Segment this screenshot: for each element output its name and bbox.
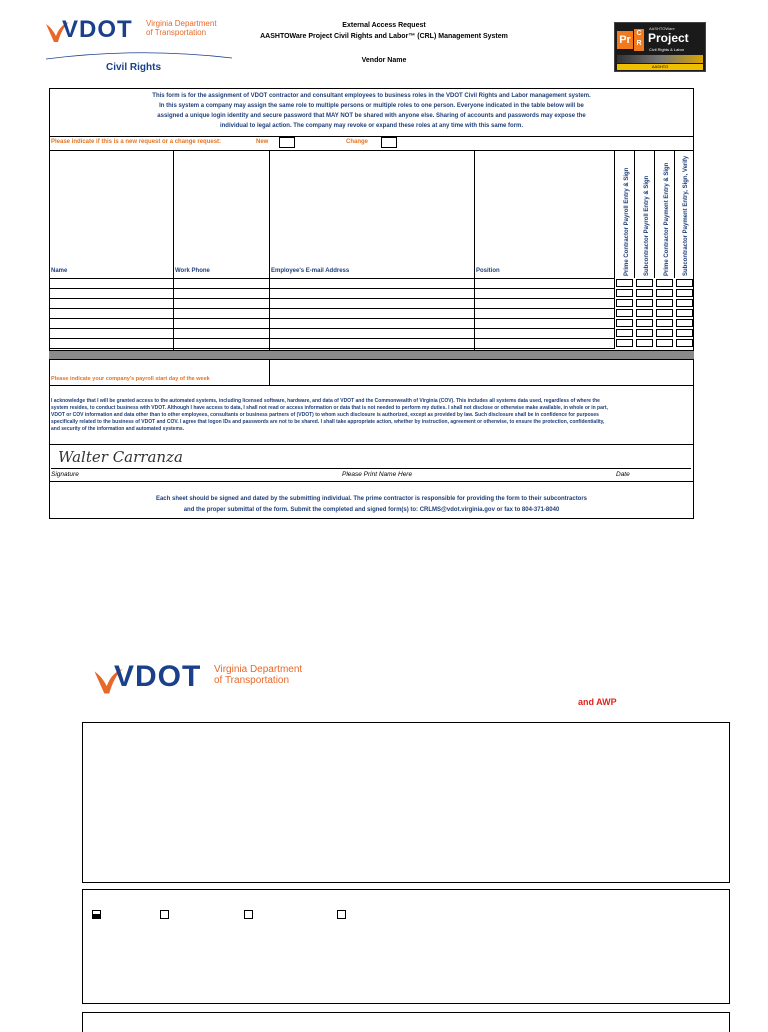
email-cell[interactable] xyxy=(270,319,475,329)
signature-row-top-border xyxy=(49,444,694,445)
new-request-label: New xyxy=(256,139,269,145)
col-header-position: Position xyxy=(476,268,500,274)
role-checkbox[interactable] xyxy=(616,319,633,327)
ack-line: and security of the information and automated systems. xyxy=(51,426,185,432)
role-checkbox[interactable] xyxy=(676,299,693,307)
position-cell[interactable] xyxy=(474,339,614,349)
table-row xyxy=(50,289,615,299)
phone-cell[interactable] xyxy=(174,289,270,299)
email-cell[interactable] xyxy=(270,329,475,339)
option-checkbox[interactable] xyxy=(244,910,253,919)
form2-box-middle xyxy=(82,889,730,1004)
vdot-logo xyxy=(44,16,234,76)
badge-sub-text: Civil Rights & Labor xyxy=(649,47,685,52)
badge-main-text: Project xyxy=(648,31,689,45)
role-checkbox-grid xyxy=(615,279,694,349)
phone-cell[interactable] xyxy=(174,329,270,339)
option-checkbox[interactable] xyxy=(337,910,346,919)
intro-line: In this system a company may assign the same role to multiple persons or multiple roles to one person. Everyone indicated in the table below will be xyxy=(159,103,584,109)
phone-cell[interactable] xyxy=(174,299,270,309)
phone-cell[interactable] xyxy=(174,309,270,319)
form2-box-bottom xyxy=(82,1012,730,1032)
red-note-text: and AWP xyxy=(578,697,617,707)
request-type-prompt: Please indicate if this is a new request or a change request: xyxy=(51,139,222,145)
name-cell[interactable] xyxy=(50,279,174,289)
name-cell[interactable] xyxy=(50,309,174,319)
role-checkbox[interactable] xyxy=(636,289,653,297)
badge-letters: CR xyxy=(634,29,644,51)
name-cell[interactable] xyxy=(50,319,174,329)
phone-cell[interactable] xyxy=(174,319,270,329)
col-header-role-sub-payroll: Subcontractor Payroll Entry & Sign xyxy=(644,175,650,276)
role-checkbox[interactable] xyxy=(656,309,673,317)
role-checkbox[interactable] xyxy=(656,279,673,287)
role-checkbox[interactable] xyxy=(636,299,653,307)
ack-line: specifically related to the business of VDOT and COV. I agree that logon IDs and passwords are not to be shared. I shall take appropriate action, whether by instruction, agreement or otherwise, to ensure the protection, confidentiality, xyxy=(51,419,605,425)
role-checkbox[interactable] xyxy=(676,279,693,287)
name-cell[interactable] xyxy=(50,339,174,349)
logo-agency-line2: of Transportation xyxy=(214,675,290,686)
vdot-logo-2 xyxy=(92,660,322,700)
badge-road-graphic xyxy=(617,55,703,63)
role-checkbox[interactable] xyxy=(656,319,673,327)
role-checkbox[interactable] xyxy=(676,309,693,317)
role-checkbox[interactable] xyxy=(616,309,633,317)
change-request-label: Change xyxy=(346,139,369,145)
form-title-line1: External Access Request xyxy=(342,22,426,29)
role-checkbox[interactable] xyxy=(616,289,633,297)
form2-box-top[interactable] xyxy=(82,722,730,883)
logo-wordmark: VDOT xyxy=(62,16,133,43)
logo-division: Civil Rights xyxy=(106,62,162,73)
role-checkbox[interactable] xyxy=(616,299,633,307)
option-checkbox[interactable] xyxy=(160,910,169,919)
table-separator-bar xyxy=(49,350,694,360)
position-cell[interactable] xyxy=(474,289,614,299)
role-checkbox[interactable] xyxy=(676,339,693,347)
ack-line: system resides, to conduct business with VDOT. Although I have access to data, I shall not read or access information or data that is not needed to perform my duties. I shall not disclose or otherwise make available, in whole or in part, xyxy=(51,405,608,411)
payroll-start-day-prompt: Please indicate your company's payroll start day of the week xyxy=(51,376,210,382)
role-checkbox[interactable] xyxy=(656,289,673,297)
role-checkbox[interactable] xyxy=(616,329,633,337)
role-checkbox[interactable] xyxy=(656,329,673,337)
role-checkbox[interactable] xyxy=(616,279,633,287)
position-cell[interactable] xyxy=(474,279,614,289)
vendor-name-label: Vendor Name xyxy=(361,57,407,64)
table-row xyxy=(50,299,615,309)
aashtoware-badge xyxy=(614,22,706,72)
phone-cell[interactable] xyxy=(174,339,270,349)
logo-agency-line1: Virginia Department xyxy=(146,19,217,28)
intro-line: individual to legal action. The company may revoke or expand these roles at any time with this same form. xyxy=(219,123,524,129)
print-name-label: Please Print Name Here xyxy=(342,471,413,478)
position-cell[interactable] xyxy=(474,299,614,309)
payroll-divider xyxy=(269,360,270,386)
col-header-role-sub-payment: Subcontractor Payment Entry, Sign, Verify xyxy=(683,155,689,276)
form-title-line2: AASHTOWare Project Civil Rights and Labor™ (CRL) Management System xyxy=(260,33,508,40)
name-cell[interactable] xyxy=(50,289,174,299)
role-checkbox[interactable] xyxy=(676,329,693,337)
position-cell[interactable] xyxy=(474,319,614,329)
intro-line: assigned a unique login identity and secure password that MAY NOT be shared with anyone else. Sharing of accounts and passwords may expose the xyxy=(157,113,586,119)
email-cell[interactable] xyxy=(270,339,475,349)
table-row xyxy=(50,279,615,289)
position-cell[interactable] xyxy=(474,309,614,319)
col-divider xyxy=(634,150,635,278)
badge-top-text: AASHTOWare xyxy=(649,26,675,31)
logo-wordmark: VDOT xyxy=(114,660,202,693)
col-divider xyxy=(654,150,655,278)
table-row xyxy=(50,319,615,329)
header-row-top-border xyxy=(49,150,694,151)
email-cell[interactable] xyxy=(270,289,475,299)
col-header-role-prime-payroll: Prime Contractor Payroll Entry & Sign xyxy=(624,167,630,276)
signature-label: Signature xyxy=(51,471,79,478)
role-checkbox[interactable] xyxy=(676,289,693,297)
phone-cell[interactable] xyxy=(174,279,270,289)
date-label: Date xyxy=(616,471,630,478)
badge-prefix: Pr xyxy=(617,31,633,49)
col-header-role-prime-payment: Prime Contractor Payment Entry & Sign xyxy=(664,162,670,276)
logo-arc-decoration xyxy=(46,50,232,60)
name-cell[interactable] xyxy=(50,329,174,339)
request-row-top-border xyxy=(49,136,694,137)
col-header-email: Employee's E-mail Address xyxy=(271,268,350,274)
position-cell[interactable] xyxy=(474,329,614,339)
intro-text xyxy=(50,91,693,131)
email-cell[interactable] xyxy=(270,309,475,319)
table-row xyxy=(50,309,615,319)
table-row xyxy=(50,339,615,349)
email-cell[interactable] xyxy=(270,279,475,289)
new-request-checkbox[interactable] xyxy=(279,137,295,148)
ack-line: VDOT or COV information and data other than to other employees, consultants or business partners of (VDOT) to whom such disclosure is authorized, except as provided by law. Such disclosure shall be in confidence for purposes xyxy=(51,412,599,418)
role-checkbox[interactable] xyxy=(616,339,633,347)
col-divider xyxy=(614,150,615,278)
acknowledgement-text xyxy=(51,398,693,433)
role-checkbox[interactable] xyxy=(636,319,653,327)
role-checkbox[interactable] xyxy=(656,299,673,307)
email-cell[interactable] xyxy=(270,299,475,309)
employee-table xyxy=(49,278,615,349)
payroll-start-day-field[interactable] xyxy=(271,362,691,384)
role-checkbox[interactable] xyxy=(636,329,653,337)
role-checkbox[interactable] xyxy=(656,339,673,347)
role-checkbox[interactable] xyxy=(636,339,653,347)
logo-agency-line1: Virginia Department xyxy=(214,664,303,675)
change-request-checkbox[interactable] xyxy=(381,137,397,148)
role-checkbox[interactable] xyxy=(636,309,653,317)
badge-footer: AASHTO xyxy=(617,64,703,70)
intro-line: This form is for the assignment of VDOT contractor and consultant employees to business roles in the VDOT Civil Rights and Labor management system. xyxy=(152,93,591,99)
signature-line xyxy=(51,468,691,469)
footer-top-border xyxy=(49,481,694,482)
logo-agency-line2: of Transportation xyxy=(146,28,207,37)
role-checkbox[interactable] xyxy=(676,319,693,327)
table-row xyxy=(50,329,615,339)
ack-line: I acknowledge that I will be granted access to the automated systems, including licensed software, hardware, and data of VDOT and the Commonwealth of Virginia (COV). This includes all systems data used, regardless of where the xyxy=(51,398,600,404)
col-header-phone: Work Phone xyxy=(175,268,210,274)
col-divider xyxy=(674,150,675,278)
submission-instructions xyxy=(50,494,693,516)
name-cell[interactable] xyxy=(50,299,174,309)
handwritten-signature: Walter Carranza xyxy=(58,448,183,466)
option-checkbox-checked[interactable] xyxy=(92,910,101,919)
col-header-name: Name xyxy=(51,268,68,274)
instruction-line: and the proper submittal of the form. Submit the completed and signed form(s) to: CRLMS@vdot.virginia.gov or fax to 804-371-8040 xyxy=(183,507,560,513)
instruction-line: Each sheet should be signed and dated by the submitting individual. The prime contractor is responsible for providing the form to their subcontractors xyxy=(155,496,588,502)
role-checkbox[interactable] xyxy=(636,279,653,287)
